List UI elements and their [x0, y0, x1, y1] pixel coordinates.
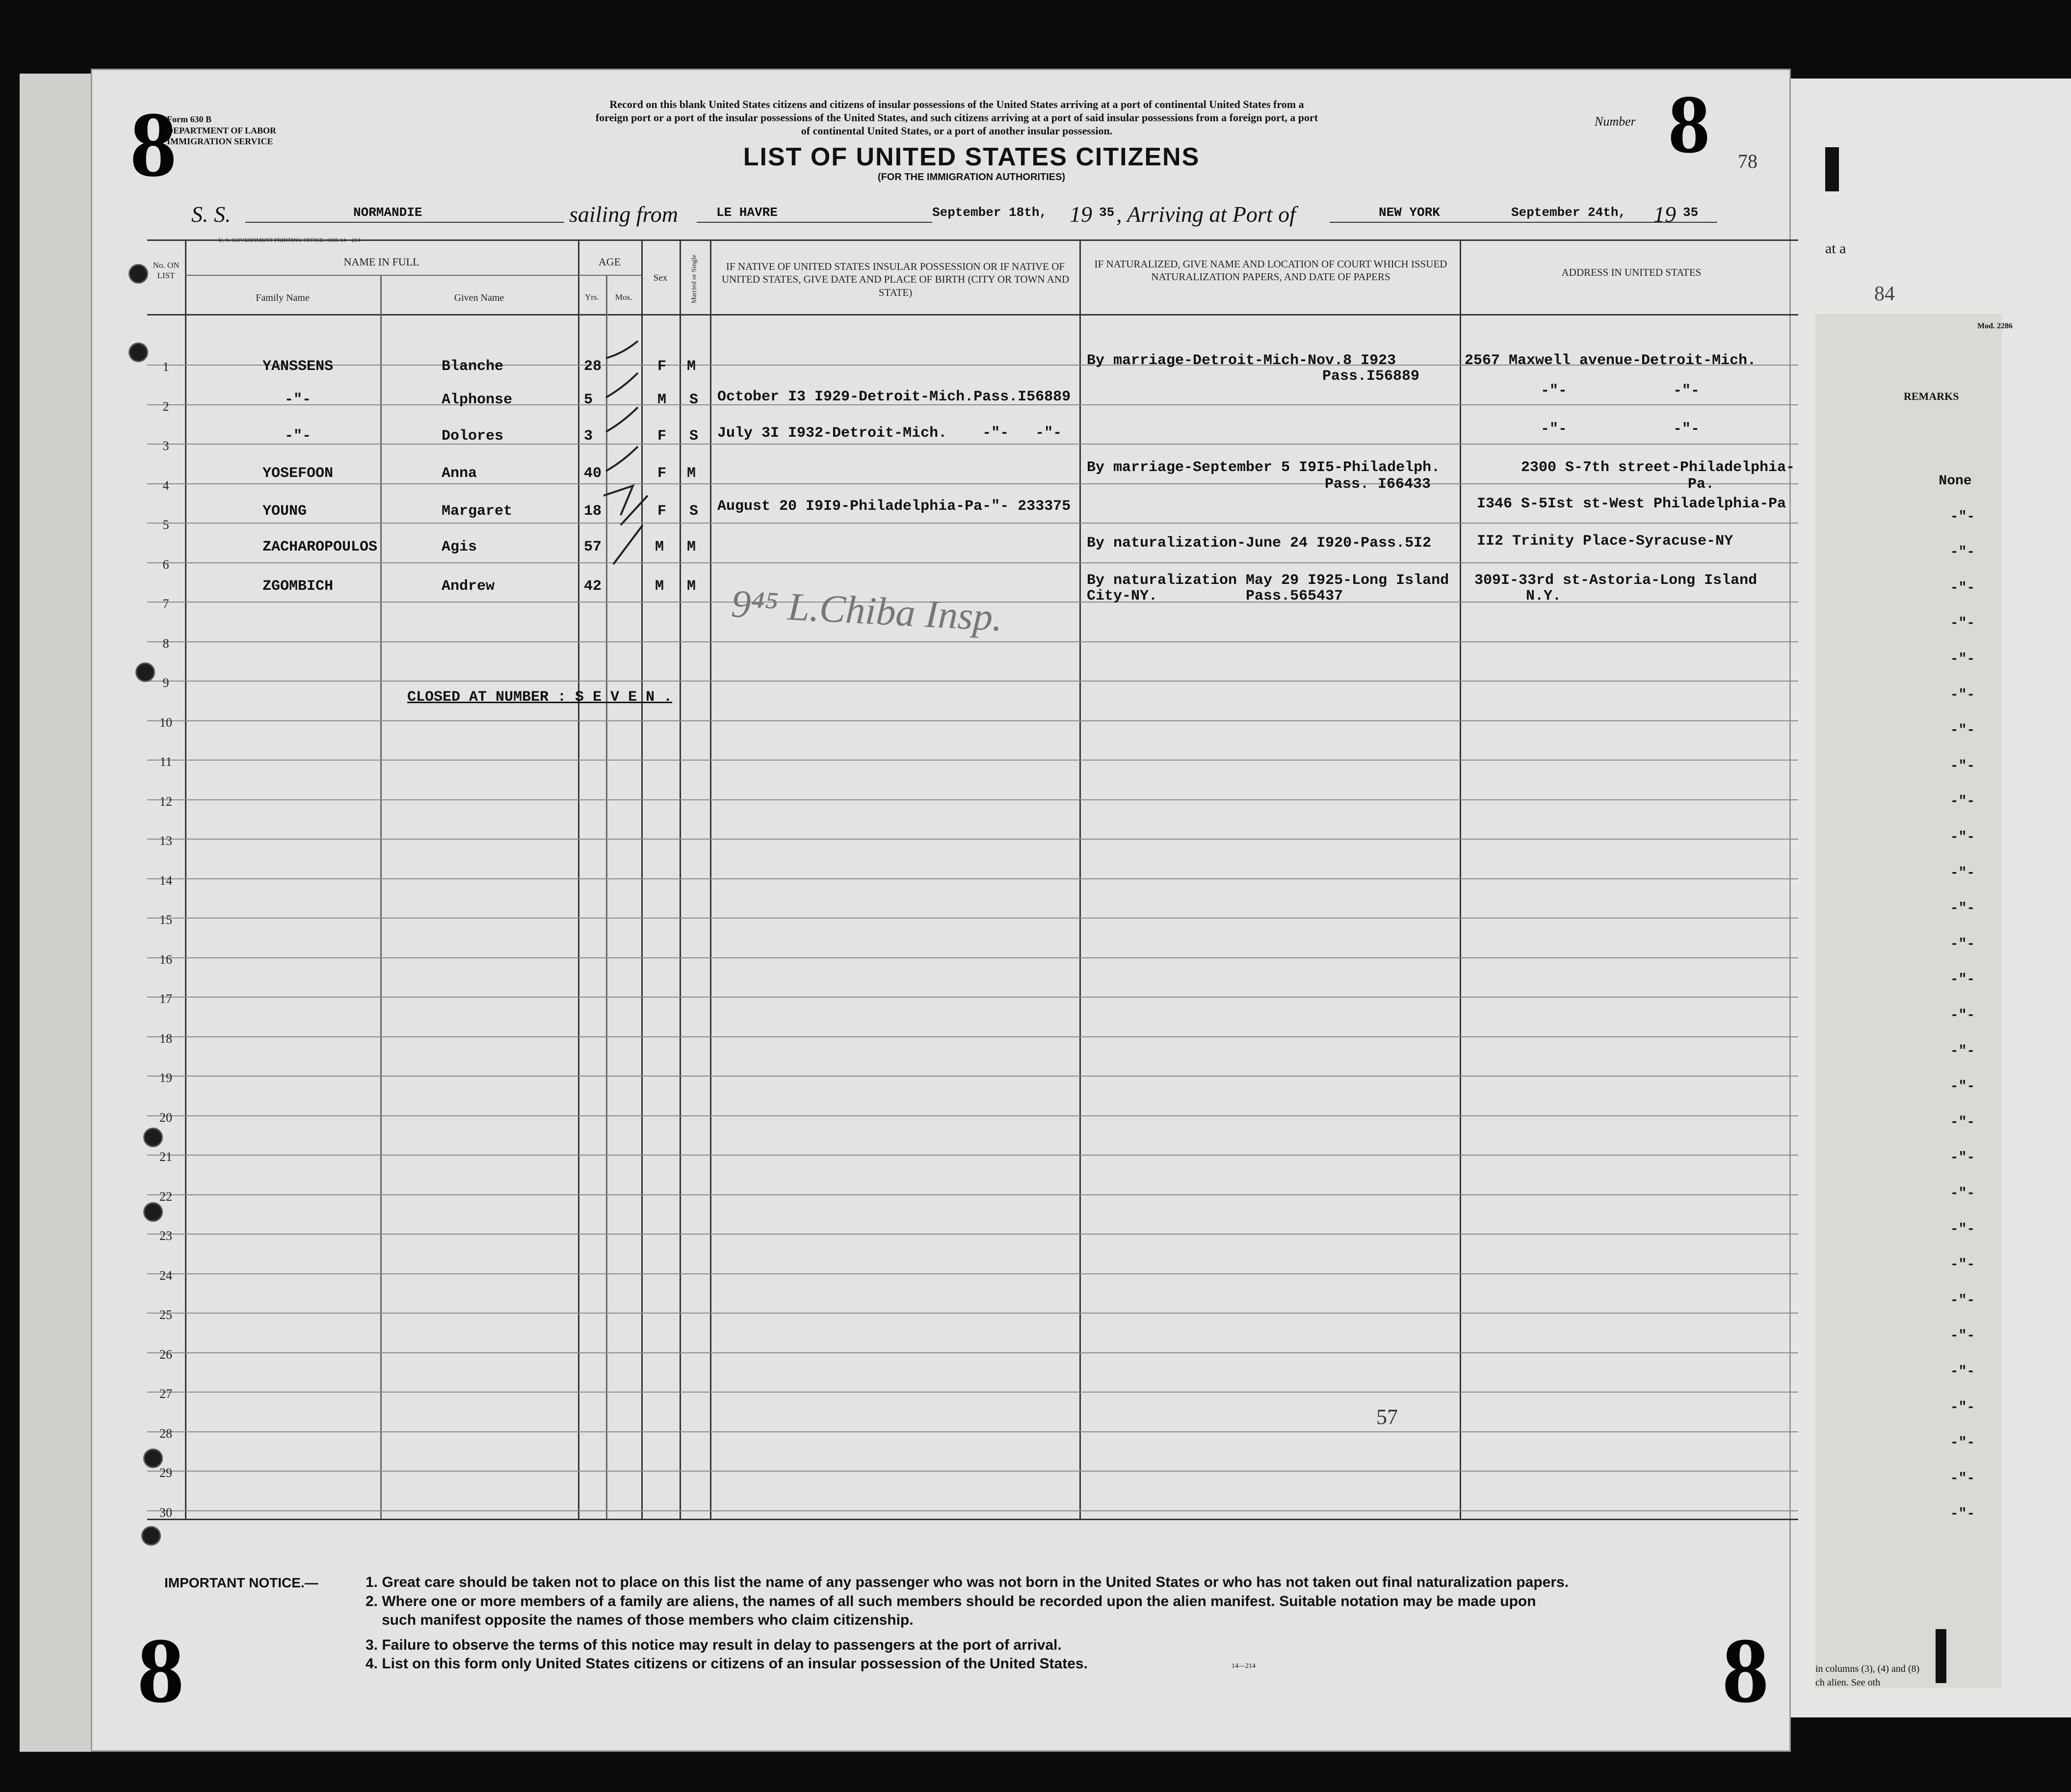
row-number: 23 — [159, 1229, 172, 1243]
row-rule — [147, 1392, 1798, 1393]
row-number: 17 — [159, 992, 172, 1006]
page-title: LIST OF UNITED STATES CITIZENS — [743, 143, 1200, 171]
remark-entry: -"- — [1950, 687, 1975, 703]
port-to: NEW YORK — [1379, 205, 1440, 220]
given-name: Alphonse — [442, 392, 513, 408]
naturalization: By marriage-September 5 I9I5-Philadelph. — [1087, 459, 1441, 476]
ss-label: S. S. — [191, 202, 231, 227]
address: II2 Trinity Place-Syracuse-NY — [1477, 533, 1733, 550]
row-rule — [147, 1471, 1798, 1472]
remark-entry: -"- — [1950, 723, 1975, 738]
family-name: -"- — [285, 428, 312, 445]
sex: M — [655, 539, 664, 555]
remark-entry: -"- — [1950, 1008, 1975, 1023]
naturalization: By naturalization-June 24 I920-Pass.5I2 — [1087, 535, 1432, 552]
binding-hole — [143, 1449, 163, 1468]
remark-entry: -"- — [1950, 1079, 1975, 1095]
instruction-text: Record on this blank United States citizens and citizens of insular possessions of the United States arriving at a port of continental United States from a foreign port or a port of the insular possessions of the United States, and such citizens arriving at a port of said insular possessions from a foreign port, a port of continental United States, or a port of another insular possession. — [595, 98, 1318, 137]
notice-label: IMPORTANT NOTICE.— — [164, 1575, 318, 1590]
address: 2300 S-7th street-Philadelphia- — [1521, 459, 1795, 476]
col-divider — [380, 275, 382, 1519]
address: 309I-33rd st-Astoria-Long Island — [1474, 572, 1757, 589]
col-header-address: ADDRESS IN UNITED STATES — [1561, 266, 1702, 278]
row-rule — [147, 1194, 1798, 1195]
row-number: 28 — [159, 1426, 172, 1441]
row-number: 7 — [162, 597, 169, 611]
row-rule — [147, 483, 1798, 484]
row-rule — [147, 1313, 1798, 1314]
row-rule — [147, 523, 1798, 524]
row-number: 25 — [159, 1308, 172, 1322]
remark-entry: -"- — [1950, 545, 1975, 560]
age: 3 — [584, 428, 593, 445]
row-rule — [147, 839, 1798, 840]
family-name: ZGOMBICH — [262, 578, 334, 595]
row-number: 11 — [159, 755, 172, 769]
row-rule — [147, 1234, 1798, 1235]
port-from: LE HAVRE — [716, 205, 778, 220]
remark-entry: -"- — [1950, 865, 1975, 881]
remarks-header: REMARKS — [1904, 390, 1959, 402]
date-to: September 24th, — [1511, 205, 1626, 220]
page-subtitle: (FOR THE IMMIGRATION AUTHORITIES) — [877, 172, 1066, 183]
table-top-border — [147, 239, 1798, 241]
number-label: Number — [1595, 114, 1636, 129]
age: 57 — [584, 539, 602, 555]
col-header-sex: Sex — [653, 273, 668, 283]
row-number: 3 — [162, 439, 169, 453]
col-header-birth: IF NATIVE OF UNITED STATES INSULAR POSSESSION OR IF NATIVE OF UNITED STATES, GIVE DATE AND PLACE OF BIRTH (CITY OR TOWN AND STATE) — [721, 261, 1070, 298]
check-mark — [606, 407, 638, 432]
naturalization: By naturalization May 29 I925-Long Island — [1087, 572, 1449, 589]
row-number: 5 — [162, 518, 169, 532]
notice-item: 3. Failure to observe the terms of this notice may result in delay to passengers at the port of arrival. — [366, 1637, 1062, 1653]
row-number: 8 — [162, 636, 169, 651]
given-name: Dolores — [442, 428, 504, 445]
col-header-mos: Mos. — [615, 292, 632, 302]
col-header-married: Married or Single — [690, 254, 698, 304]
ship-underline — [245, 222, 564, 223]
row-rule — [147, 1510, 1798, 1511]
marital-status: M — [687, 539, 696, 555]
year-suffix-1: 35 — [1099, 205, 1115, 220]
side-number: 84 — [1874, 283, 1895, 305]
form-code: 14—214 — [1232, 1662, 1256, 1670]
remark-entry: -"- — [1950, 1506, 1975, 1522]
row-number: 4 — [162, 478, 169, 493]
given-name: Andrew — [442, 578, 495, 595]
row-rule — [147, 799, 1798, 800]
form-id: Form 630 B DEPARTMENT OF LABOR IMMIGRATION SERVICE — [167, 114, 277, 146]
check-marks — [603, 339, 662, 613]
binding-hole — [143, 1128, 163, 1147]
col-divider — [185, 239, 186, 1519]
year-suffix-2: 35 — [1683, 205, 1699, 220]
row-number: 14 — [159, 873, 172, 888]
inspector-signature: 9⁴⁵ L.Chiba Insp. — [730, 582, 1004, 640]
row-number: 18 — [159, 1031, 172, 1046]
binding-hole — [135, 662, 155, 682]
row-number: 6 — [162, 557, 169, 572]
marital-status: M — [687, 358, 696, 375]
row-number: 29 — [159, 1466, 172, 1480]
binding-hole — [129, 343, 148, 362]
check-mark — [606, 447, 638, 471]
row-rule — [147, 1076, 1798, 1077]
naturalization-pass: Pass.I56889 — [1322, 368, 1420, 385]
subheader-line — [185, 275, 641, 276]
row-number: 30 — [159, 1505, 172, 1520]
remark-entry: -"- — [1950, 616, 1975, 632]
col-header-name: NAME IN FULL — [343, 256, 419, 268]
address-cont: N.Y. — [1526, 588, 1562, 605]
row-rule — [147, 444, 1798, 445]
row-rule — [147, 1431, 1798, 1432]
row-number: 9 — [162, 676, 169, 690]
date-from: September 18th, — [932, 205, 1048, 220]
age: 18 — [584, 503, 602, 520]
page-count: 57 — [1376, 1405, 1398, 1429]
row-number: 12 — [159, 794, 172, 809]
sex: F — [657, 358, 667, 375]
marital-status: S — [689, 428, 699, 445]
row-number: 26 — [159, 1347, 172, 1362]
remark-entry: -"- — [1950, 1221, 1975, 1237]
table-bottom-border — [147, 1519, 1798, 1520]
given-name: Margaret — [442, 503, 513, 520]
remark-entry: -"- — [1950, 1114, 1975, 1130]
year-prefix-2: 19 — [1653, 202, 1676, 227]
row-number: 15 — [159, 913, 172, 927]
remark-entry: None — [1939, 474, 1972, 489]
remark-entry: -"- — [1950, 901, 1975, 917]
closed-note: CLOSED AT NUMBER : S E V E N . — [407, 689, 673, 706]
col-header-age: AGE — [598, 256, 621, 268]
row-number: 16 — [159, 952, 172, 967]
binding-hole — [129, 264, 148, 284]
col-header-naturalized: IF NATURALIZED, GIVE NAME AND LOCATION OF COURT WHICH ISSUED NATURALIZATION PAPERS, AND DATE OF PAPERS — [1094, 258, 1447, 283]
binding-hole — [143, 1202, 163, 1222]
naturalization-pass: City-NY. Pass.565437 — [1087, 588, 1343, 605]
row-rule — [147, 878, 1798, 879]
remark-entry: -"- — [1950, 758, 1975, 774]
side-notice-2: ch alien. See oth — [1815, 1677, 1881, 1688]
row-rule — [147, 957, 1798, 958]
col-divider — [710, 239, 711, 1519]
row-rule — [147, 918, 1798, 919]
sex: F — [657, 428, 667, 445]
marital-status: M — [687, 578, 696, 595]
sex: M — [655, 578, 664, 595]
remark-entry: -"- — [1950, 830, 1975, 845]
side-mark — [1936, 1629, 1946, 1683]
birth: October I3 I929-Detroit-Mich.Pass.I56889 — [717, 389, 1071, 405]
remark-entry: -"- — [1950, 1150, 1975, 1166]
table-header-bottom — [147, 314, 1798, 316]
marital-status: S — [689, 503, 699, 520]
remark-entry: -"- — [1950, 1186, 1975, 1201]
notice-item: such manifest opposite the names of those members who claim citizenship. — [382, 1612, 914, 1628]
year-prefix-1: 19 — [1070, 202, 1092, 227]
given-name: Blanche — [442, 358, 504, 375]
given-name: Anna — [442, 465, 477, 482]
ship-name: NORMANDIE — [353, 205, 422, 220]
row-rule — [147, 1352, 1798, 1353]
check-mark — [606, 373, 638, 397]
row-rule — [147, 1036, 1798, 1037]
address: -"- -"- — [1541, 383, 1700, 399]
col-divider — [680, 239, 681, 1519]
naturalization-pass: Pass. I66433 — [1325, 476, 1431, 493]
row-number: 13 — [159, 834, 172, 848]
row-number: 24 — [159, 1268, 172, 1283]
remark-entry: -"- — [1950, 1043, 1975, 1059]
remark-entry: -"- — [1950, 1399, 1975, 1415]
col-divider — [578, 239, 579, 1519]
family-name: YOSEFOON — [262, 465, 334, 482]
remark-entry: -"- — [1950, 1471, 1975, 1486]
row-number: 2 — [162, 399, 169, 414]
manifest-page — [91, 69, 1791, 1752]
book-spine — [20, 74, 93, 1752]
sex: M — [657, 392, 667, 408]
row-rule — [147, 681, 1798, 682]
family-name: -"- — [285, 392, 312, 408]
notice-item: 4. List on this form only United States citizens or citizens of an insular possession of the United States. — [366, 1656, 1088, 1672]
notice-item: 2. Where one or more members of a family are aliens, the names of all such members should be recorded upon the alien manifest. Suitable notation may be made upon — [366, 1593, 1536, 1609]
address: I346 S-5Ist st-West Philadelphia-Pa — [1477, 496, 1786, 512]
row-rule — [147, 1155, 1798, 1156]
row-number: 21 — [159, 1150, 172, 1164]
age: 28 — [584, 358, 602, 375]
remark-entry: -"- — [1950, 1257, 1975, 1273]
row-rule — [147, 1273, 1798, 1274]
row-number: 22 — [159, 1189, 172, 1204]
age: 5 — [584, 392, 593, 408]
birth: August 20 I9I9-Philadelphia-Pa-"- 233375 — [717, 498, 1071, 515]
row-number: 19 — [159, 1071, 172, 1085]
marital-status: M — [687, 465, 696, 482]
binding-hole — [141, 1526, 161, 1546]
sex: F — [657, 503, 667, 520]
family-name: YANSSENS — [262, 358, 334, 375]
remark-entry: -"- — [1950, 1292, 1975, 1308]
sailing-label: sailing from — [569, 202, 678, 227]
family-name: ZACHAROPOULOS — [262, 539, 378, 555]
col-divider — [1079, 239, 1081, 1519]
check-mark — [603, 486, 633, 515]
address: -"- -"- — [1541, 421, 1700, 438]
birth: July 3I I932-Detroit-Mich. -"- -"- — [717, 425, 1062, 442]
col-header-no: No. ON LIST — [153, 261, 180, 281]
remark-entry: -"- — [1950, 1364, 1975, 1379]
row-number: 20 — [159, 1110, 172, 1125]
row-number: 27 — [159, 1387, 172, 1401]
col-divider — [1460, 239, 1461, 1519]
remark-entry: -"- — [1950, 1435, 1975, 1451]
address: 2567 Maxwell avenue-Detroit-Mich. — [1465, 352, 1756, 369]
row-number: 10 — [159, 715, 172, 730]
row-rule — [147, 997, 1798, 998]
number-value: 8 — [1668, 78, 1710, 170]
remark-entry: -"- — [1950, 936, 1975, 952]
side-notice-1: in columns (3), (4) and (8) — [1815, 1663, 1920, 1674]
remark-entry: -"- — [1950, 972, 1975, 988]
stamp-number: 78 — [1738, 150, 1757, 172]
row-rule — [147, 760, 1798, 761]
side-label: at a — [1825, 240, 1846, 257]
row-rule — [147, 720, 1798, 721]
given-name: Agis — [442, 539, 477, 555]
col-header-family: Family Name — [256, 292, 310, 303]
notice-item: 1. Great care should be taken not to place on this list the name of any passenger who was not born in the United States or who has not taken out final naturalization papers. — [366, 1574, 1569, 1590]
col-header-yrs: Yrs. — [585, 292, 599, 302]
col-header-given: Given Name — [454, 292, 504, 303]
family-name: YOUNG — [262, 503, 307, 520]
remark-entry: -"- — [1950, 794, 1975, 810]
naturalization: By marriage-Detroit-Mich-Nov.8 I923 — [1087, 352, 1396, 369]
sex: F — [657, 465, 667, 482]
address-cont: Pa. — [1688, 476, 1715, 493]
remark-entry: -"- — [1950, 509, 1975, 525]
page-marker-top-left: 8 — [130, 93, 177, 196]
age: 40 — [584, 465, 602, 482]
port-from-underline — [697, 222, 932, 223]
row-rule — [147, 562, 1798, 563]
row-rule — [147, 641, 1798, 642]
check-mark — [613, 525, 643, 564]
side-code: Mod. 2286 — [1977, 322, 2013, 330]
check-mark — [606, 341, 638, 358]
row-rule — [147, 1115, 1798, 1116]
side-mark — [1825, 147, 1839, 191]
remark-entry: -"- — [1950, 580, 1975, 596]
arriving-label: , Arriving at Port of — [1116, 202, 1296, 227]
page-marker-bottom-left: 8 — [137, 1619, 184, 1722]
remark-entry: -"- — [1950, 1328, 1975, 1344]
check-mark — [621, 496, 648, 525]
remark-entry: -"- — [1950, 652, 1975, 667]
row-number: 1 — [162, 360, 169, 374]
page-marker-bottom-right: 8 — [1722, 1619, 1769, 1722]
age: 42 — [584, 578, 602, 595]
marital-status: S — [689, 392, 699, 408]
